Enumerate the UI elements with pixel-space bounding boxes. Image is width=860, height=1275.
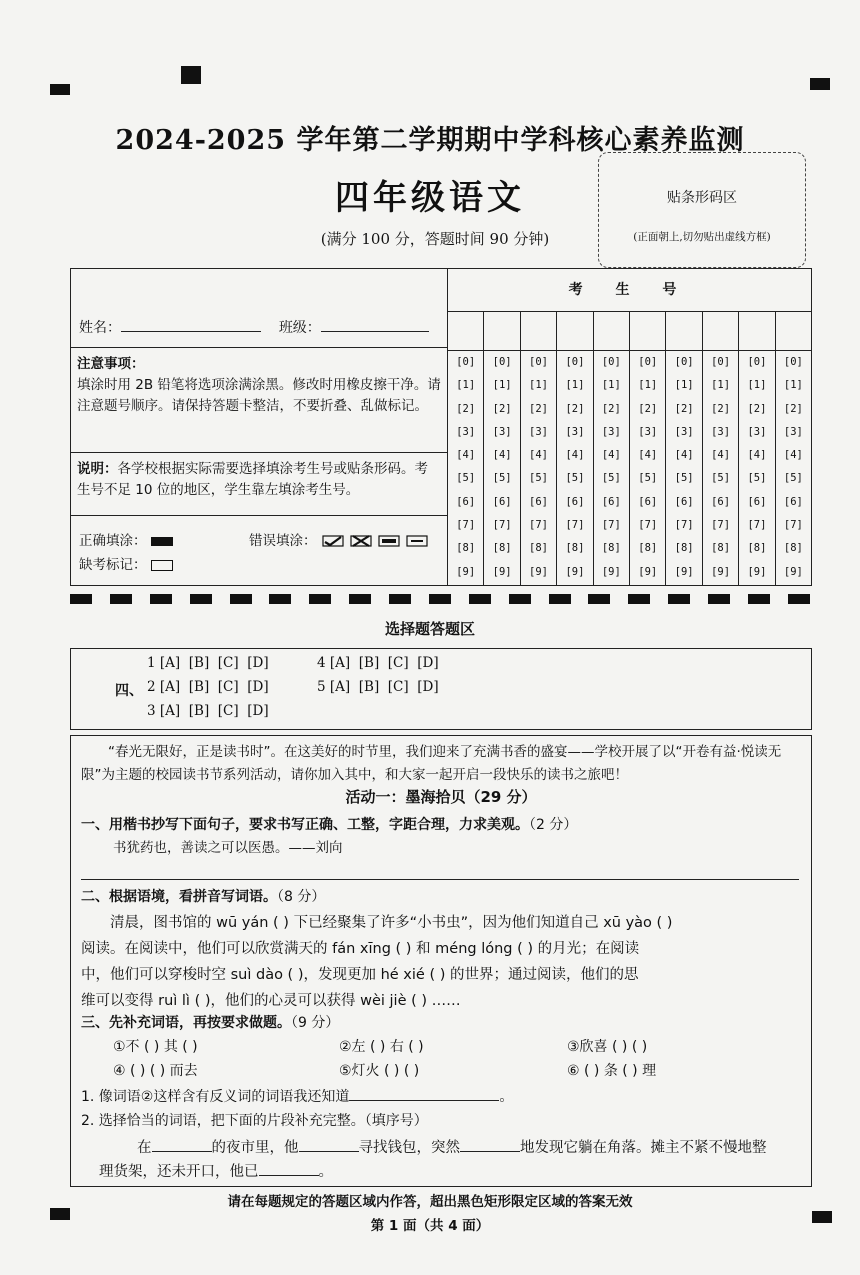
fragment-blank-3[interactable] <box>460 1151 520 1152</box>
timing-mark <box>708 594 730 604</box>
digit-bubble[interactable]: [5] <box>565 472 585 485</box>
digit-bubble[interactable]: [6] <box>529 495 548 508</box>
mc-question-2[interactable]: 2 [A] [B] [C] [D] <box>147 679 269 695</box>
notice-text: 填涂时用 2B 铅笔将选项涂满涂黑。修改时用橡皮擦干净。请注意题号顺序。请保持答题卡整洁，不要折叠、乱做标记。 <box>77 377 441 414</box>
digit-bubble[interactable]: [3] <box>711 425 731 438</box>
main-answer-box <box>70 735 812 1187</box>
activity-title: 活动一：墨海拾贝（29 分） <box>345 788 537 806</box>
choice-answer-box <box>70 648 812 730</box>
q3-item-5[interactable]: ⑤灯火 ( ) ( ) <box>339 1063 420 1079</box>
digit-bubble[interactable]: [2] <box>565 402 585 415</box>
digit-bubble[interactable]: [7] <box>711 519 731 532</box>
timing-mark <box>70 594 92 604</box>
digit-bubble[interactable]: [5] <box>529 472 548 485</box>
barcode-area <box>598 152 806 268</box>
digit-bubble[interactable]: [4] <box>638 449 658 462</box>
absent-label: 缺考标记： <box>79 557 147 573</box>
digit-bubble[interactable]: [7] <box>638 519 658 532</box>
exam-id-grid <box>448 269 811 585</box>
timing-mark <box>150 594 172 604</box>
timing-mark <box>110 594 132 604</box>
digit-bubble[interactable]: [0] <box>492 356 512 368</box>
digit-bubble[interactable]: [5] <box>747 472 767 485</box>
correct-label: 正确填涂： <box>79 533 147 549</box>
digit-bubble[interactable]: [7] <box>783 519 803 532</box>
q3-sub-1: 1. 像词语②这样含有反义词的词语我还知道 。 <box>81 1089 514 1105</box>
digit-bubble[interactable]: [3] <box>601 425 621 438</box>
digit-bubble[interactable]: [3] <box>492 425 512 438</box>
q1-text: 书犹药也，善读之可以医愚。——刘向 <box>113 840 343 856</box>
info-left-panel <box>71 269 448 585</box>
intro-text: “春光无限好，正是读书时”。在这美好的时节里，我们迎来了充满书香的盛宴——学校开展了以“开卷有益·悦读无限”为主题的校园读书节系列活动，请你加入其中，和大家一起开启一段快乐的读书之旅吧！ <box>81 744 782 783</box>
position-mark-top-right <box>810 78 830 90</box>
digit-bubble[interactable]: [0] <box>565 356 585 368</box>
digit-bubble[interactable]: [8] <box>638 542 658 555</box>
digit-bubble[interactable]: [7] <box>456 519 476 532</box>
digit-bubble[interactable]: [0] <box>783 356 803 368</box>
digit-bubble[interactable]: [2] <box>638 402 658 415</box>
digit-bubble[interactable]: [8] <box>529 542 548 555</box>
digit-bubble[interactable]: [5] <box>601 472 621 485</box>
digit-bubble[interactable]: [7] <box>674 519 694 532</box>
digit-bubble[interactable]: [5] <box>638 472 658 485</box>
q2-title: 二、根据语境，看拼音写词语。（8 分） <box>81 889 326 905</box>
explain-title: 说明： <box>77 461 118 477</box>
digit-bubble[interactable]: [2] <box>601 402 621 415</box>
timing-mark <box>588 594 610 604</box>
digit-bubble[interactable]: [9] <box>529 565 548 578</box>
q3-sub-2: 2. 选择恰当的词语，把下面的片段补充完整。（填序号） <box>81 1113 428 1129</box>
name-label: 姓名： <box>79 320 121 336</box>
exam-id-column <box>448 312 484 585</box>
q2-line-4: 维可以变得 ruì lì ( )，他们的心灵可以获得 wèi jiè ( ) …… <box>81 993 461 1009</box>
digit-bubble[interactable]: [0] <box>638 356 658 368</box>
q3-fragment-line-1: 在 的夜市里，他 寻找钱包，突然 地发现它躺在角落。摊主不紧不慢地整 <box>137 1140 767 1156</box>
digit-bubble[interactable]: [4] <box>492 449 512 462</box>
choice-section-prefix: 四、 <box>115 683 143 699</box>
digit-bubble[interactable]: [4] <box>601 449 621 462</box>
digit-bubble[interactable]: [2] <box>456 402 476 415</box>
digit-bubble[interactable]: [3] <box>638 425 658 438</box>
digit-bubble[interactable]: [7] <box>529 519 548 532</box>
exam-id-title: 考 生 号 <box>448 269 811 312</box>
exam-id-column <box>484 312 520 585</box>
digit-bubble[interactable]: [1] <box>783 379 803 392</box>
q2-line-1: 清晨，图书馆的 wū yán ( ) 下已经聚集了许多“小书虫”，因为他们知道自己 xū yào ( ) <box>110 915 673 931</box>
correct-fill-example <box>79 529 173 549</box>
absent-mark-box[interactable] <box>151 560 173 571</box>
name-class-row <box>71 269 447 348</box>
digit-bubble[interactable]: [4] <box>747 449 767 462</box>
digit-bubble[interactable]: [9] <box>492 565 512 578</box>
digit-bubble[interactable]: [0] <box>674 356 694 368</box>
timing-mark <box>469 594 491 604</box>
digit-bubble[interactable]: [6] <box>783 495 803 508</box>
score-note: (满分 100 分，答题时间 90 分钟) <box>320 230 550 248</box>
answer-area-notice: 请在每题规定的答题区域内作答，超出黑色矩形限定区域的答案无效 <box>227 1194 633 1210</box>
digit-bubble[interactable]: [4] <box>565 449 585 462</box>
digit-bubble[interactable]: [9] <box>456 565 476 578</box>
wrong-fill-example <box>249 529 429 549</box>
page-number: 第 1 面（共 4 面） <box>370 1218 490 1234</box>
exam-id-digit-box[interactable] <box>703 312 738 351</box>
exam-id-columns <box>448 312 811 585</box>
digit-bubble[interactable]: [5] <box>492 472 512 485</box>
timing-mark <box>509 594 531 604</box>
exam-id-digit-box[interactable] <box>739 312 774 351</box>
exam-id-column <box>776 312 811 585</box>
digit-bubble[interactable]: [5] <box>783 472 803 485</box>
exam-id-column <box>521 312 557 585</box>
q3-title: 三、先补充词语，再按要求做题。（9 分） <box>81 1015 340 1031</box>
digit-bubble[interactable]: [4] <box>529 449 548 462</box>
exam-id-digit-box[interactable] <box>666 312 701 351</box>
subject-title: 四年级语文 <box>335 178 525 218</box>
digit-bubble[interactable]: [0] <box>747 356 767 368</box>
timing-mark <box>230 594 252 604</box>
q3-fragment-line-2: 理货架，还未开口，他已 。 <box>99 1164 333 1180</box>
digit-bubble[interactable]: [1] <box>674 379 694 392</box>
digit-bubble[interactable]: [3] <box>674 425 694 438</box>
digit-bubble[interactable]: [7] <box>565 519 585 532</box>
digit-bubble[interactable]: [9] <box>601 565 621 578</box>
filled-bubble-icon <box>151 537 173 546</box>
q3-item-4[interactable]: ④ ( ) ( ) 而去 <box>113 1063 198 1079</box>
digit-bubble[interactable]: [8] <box>492 542 512 555</box>
class-field[interactable] <box>321 317 429 332</box>
digit-bubble[interactable]: [9] <box>638 565 658 578</box>
digit-bubble[interactable]: [3] <box>565 425 585 438</box>
digit-bubble[interactable]: [3] <box>783 425 803 438</box>
digit-bubble[interactable]: [9] <box>565 565 585 578</box>
digit-bubble[interactable]: [2] <box>529 402 548 415</box>
digit-bubble[interactable]: [9] <box>711 565 731 578</box>
exam-id-column <box>666 312 702 585</box>
digit-bubble[interactable]: [6] <box>565 495 585 508</box>
mc-question-5[interactable]: 5 [A] [B] [C] [D] <box>317 679 439 695</box>
q1-title: 一、用楷书抄写下面句子，要求书写正确、工整，字距合理，力求美观。（2 分） <box>81 817 578 833</box>
digit-bubble[interactable]: [1] <box>747 379 767 392</box>
position-mark-top-left-2 <box>181 66 201 84</box>
digit-bubble[interactable]: [3] <box>529 425 548 438</box>
digit-bubble[interactable]: [8] <box>747 542 767 555</box>
barcode-label: 贴条形码区 <box>667 190 737 206</box>
exam-id-column <box>739 312 775 585</box>
digit-bubble[interactable]: [9] <box>674 565 694 578</box>
exam-id-digit-box[interactable] <box>630 312 665 351</box>
digit-bubble[interactable]: [1] <box>492 379 512 392</box>
q2-passage <box>81 910 803 1014</box>
digit-bubble[interactable]: [6] <box>674 495 694 508</box>
wrong-fill-icons <box>321 534 429 548</box>
digit-bubble[interactable]: [8] <box>565 542 585 555</box>
q2-line-3: 中，他们可以穿梭时空 suì dào ( )，发现更加 hé xié ( ) 的世界；通过阅读，他们的思 <box>81 967 639 983</box>
timing-mark <box>668 594 690 604</box>
digit-bubble[interactable]: [3] <box>747 425 767 438</box>
q3-sub1-blank[interactable] <box>349 1100 499 1101</box>
digit-bubble[interactable]: [4] <box>674 449 694 462</box>
mc-question-3[interactable]: 3 [A] [B] [C] [D] <box>147 703 269 719</box>
exam-id-digit-box[interactable] <box>594 312 629 351</box>
digit-bubble[interactable]: [5] <box>711 472 731 485</box>
digit-bubble[interactable]: [0] <box>601 356 621 368</box>
fragment-blank-4[interactable] <box>259 1175 319 1176</box>
timing-marks-row <box>70 594 810 604</box>
explain-text: 各学校根据实际需要选择填涂考生号或贴条形码。考生号不足 10 位的地区，学生靠左填涂考生号。 <box>77 461 428 498</box>
digit-bubble[interactable]: [7] <box>601 519 621 532</box>
digit-bubble[interactable]: [8] <box>711 542 731 555</box>
choice-section-title: 选择题答题区 <box>384 620 475 638</box>
digit-bubble[interactable]: [2] <box>747 402 767 415</box>
q2-line-2: 阅读。在阅读中，他们可以欣赏满天的 fán xīng ( ) 和 méng lóng ( ) 的月光；在阅读 <box>81 941 640 957</box>
absent-mark-example <box>79 553 173 573</box>
digit-bubble[interactable]: [8] <box>456 542 476 555</box>
exam-id-column <box>630 312 666 585</box>
digit-bubble[interactable]: [6] <box>711 495 731 508</box>
q3-item-6[interactable]: ⑥ ( ) 条 ( ) 理 <box>567 1063 657 1079</box>
digit-bubble[interactable]: [5] <box>674 472 694 485</box>
digit-bubble[interactable]: [2] <box>492 402 512 415</box>
q3-item-2[interactable]: ②左 ( ) 右 ( ) <box>339 1039 424 1055</box>
timing-mark <box>309 594 331 604</box>
digit-bubble[interactable]: [8] <box>783 542 803 555</box>
timing-mark <box>349 594 371 604</box>
position-mark-top-left <box>50 84 70 95</box>
digit-bubble[interactable]: [1] <box>456 379 476 392</box>
mc-question-1[interactable]: 1 [A] [B] [C] [D] <box>147 655 269 671</box>
barcode-note: (正面朝上,切勿贴出虚线方框) <box>633 231 771 243</box>
exam-id-digit-box[interactable] <box>776 312 811 351</box>
digit-bubble[interactable]: [1] <box>711 379 731 392</box>
q3-item-1[interactable]: ①不 ( ) 其 ( ) <box>113 1039 198 1055</box>
digit-bubble[interactable]: [4] <box>783 449 803 462</box>
class-label: 班级： <box>278 320 321 336</box>
digit-bubble[interactable]: [6] <box>638 495 658 508</box>
exam-id-digit-box[interactable] <box>521 312 556 351</box>
digit-bubble[interactable]: [9] <box>783 565 803 578</box>
digit-bubble[interactable]: [7] <box>747 519 767 532</box>
exam-id-digit-box[interactable] <box>557 312 592 351</box>
digit-bubble[interactable]: [2] <box>711 402 731 415</box>
digit-bubble[interactable]: [1] <box>529 379 548 392</box>
digit-bubble[interactable]: [1] <box>601 379 621 392</box>
exam-id-column <box>557 312 593 585</box>
fragment-blank-2[interactable] <box>299 1151 359 1152</box>
digit-bubble[interactable]: [0] <box>711 356 731 368</box>
q3-item-3[interactable]: ③欣喜 ( ) ( ) <box>567 1039 648 1055</box>
exam-id-digit-box[interactable] <box>484 312 519 351</box>
digit-bubble[interactable]: [6] <box>747 495 767 508</box>
name-field[interactable] <box>121 317 261 332</box>
timing-mark <box>628 594 650 604</box>
digit-bubble[interactable]: [6] <box>456 495 476 508</box>
digit-bubble[interactable]: [4] <box>456 449 476 462</box>
digit-bubble[interactable]: [2] <box>674 402 694 415</box>
notice-row <box>71 348 447 453</box>
exam-id-column <box>703 312 739 585</box>
q1-writing-line[interactable] <box>81 879 799 880</box>
digit-bubble[interactable]: [1] <box>638 379 658 392</box>
exam-id-column <box>594 312 630 585</box>
timing-mark <box>748 594 770 604</box>
digit-bubble[interactable]: [6] <box>601 495 621 508</box>
notice-title: 注意事项： <box>77 356 145 372</box>
digit-bubble[interactable]: [9] <box>747 565 767 578</box>
digit-bubble[interactable]: [1] <box>565 379 585 392</box>
explain-row <box>71 453 447 516</box>
wrong-label: 错误填涂： <box>249 533 317 549</box>
digit-bubble[interactable]: [3] <box>456 425 476 438</box>
digit-bubble[interactable]: [4] <box>711 449 731 462</box>
digit-bubble[interactable]: [5] <box>456 472 476 485</box>
timing-mark <box>269 594 291 604</box>
fragment-blank-1[interactable] <box>152 1151 212 1152</box>
student-info-box <box>70 268 812 586</box>
exam-title: 2024-2025 学年第二学期期中学科核心素养监测 <box>115 125 745 156</box>
timing-mark <box>549 594 571 604</box>
digit-bubble[interactable]: [8] <box>674 542 694 555</box>
timing-mark <box>389 594 411 604</box>
mc-question-4[interactable]: 4 [A] [B] [C] [D] <box>317 655 439 671</box>
timing-mark <box>788 594 810 604</box>
digit-bubble[interactable]: [0] <box>456 356 476 368</box>
digit-bubble[interactable]: [8] <box>601 542 621 555</box>
digit-bubble[interactable]: [2] <box>783 402 803 415</box>
exam-id-digit-box[interactable] <box>448 312 483 351</box>
digit-bubble[interactable]: [6] <box>492 495 512 508</box>
timing-mark <box>190 594 212 604</box>
timing-mark <box>429 594 451 604</box>
digit-bubble[interactable]: [0] <box>529 356 548 368</box>
digit-bubble[interactable]: [7] <box>492 519 512 532</box>
